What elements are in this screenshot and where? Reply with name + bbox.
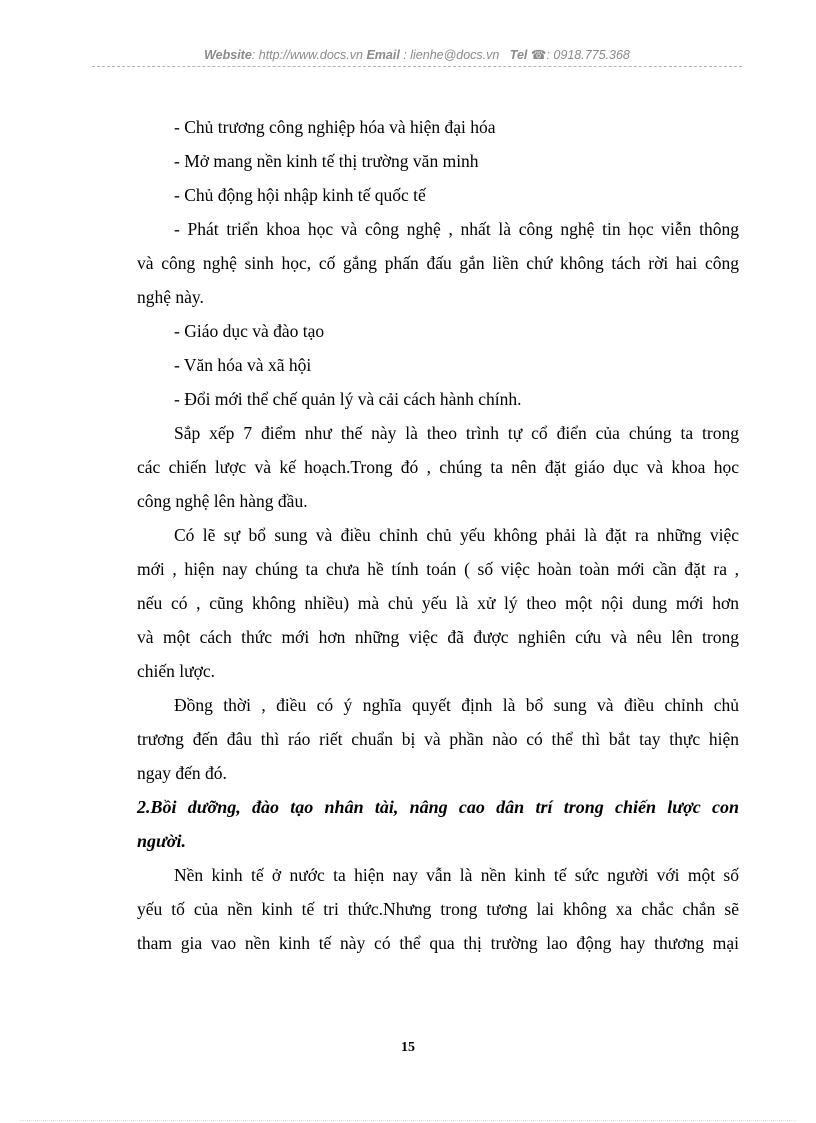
bullet-science-line: - Phát triển khoa học và công nghệ , nhất là công nghệ tin học viễn thông bbox=[174, 219, 739, 239]
paragraph-line: trương đến đâu thì ráo riết chuẩn bị và phần nào có thể thì bắt tay thực hiện bbox=[137, 729, 739, 749]
paragraph-line: Nền kinh tế ở nước ta hiện nay vẫn là nền kinh tế sức người với một số bbox=[174, 865, 739, 885]
bullet-science-line: nghệ này. bbox=[137, 287, 204, 307]
bullet-item: - Giáo dục và đào tạo bbox=[174, 321, 325, 341]
paragraph-line: tham gia vao nền kinh tế này có thể qua thị trường lao động hay thương mại bbox=[137, 933, 739, 953]
paragraph-line: các chiến lược và kế hoạch.Trong đó , chúng ta nên đặt giáo dục và khoa học bbox=[137, 457, 739, 477]
section-heading: 2.Bồi dưỡng, đào tạo nhân tài, nâng cao dân trí trong chiến lược con bbox=[137, 797, 739, 817]
bullet-science-line: và công nghệ sinh học, cố gắng phấn đấu gắn liền chứ không tách rời hai công bbox=[137, 253, 739, 273]
paragraph-line: yếu tố của nền kinh tế tri thức.Nhưng trong tương lai không xa chắc chắn sẽ bbox=[137, 899, 739, 919]
email-label: Email bbox=[366, 48, 400, 62]
paragraph-line: nếu có , cũng không nhiều) mà chủ yếu là xử lý theo một nội dung mới hơn bbox=[137, 593, 739, 613]
paragraph-line: Có lẽ sự bổ sung và điều chỉnh chủ yếu không phải là đặt ra những việc bbox=[174, 525, 739, 545]
bullet-item: - Mở mang nền kinh tế thị trường văn minh bbox=[174, 151, 479, 171]
bullet-item: - Chủ trương công nghiệp hóa và hiện đại hóa bbox=[174, 117, 496, 137]
document-body bbox=[137, 110, 739, 960]
footer-divider bbox=[20, 1120, 796, 1121]
paragraph-line: chiến lược. bbox=[137, 661, 216, 681]
paragraph-line: công nghệ lên hàng đầu. bbox=[137, 491, 308, 511]
website-label: Website bbox=[204, 48, 252, 62]
paragraph-line: và một cách thức mới hơn những việc đã được nghiên cứu và nêu lên trong bbox=[137, 627, 739, 647]
paragraph-line: Sắp xếp 7 điểm như thế này là theo trình tự cổ điển của chúng ta trong bbox=[174, 423, 739, 443]
tel-label: Tel bbox=[509, 48, 528, 62]
paragraph-line: mới , hiện nay chúng ta chưa hề tính toán ( số việc hoàn toàn mới cần đặt ra , bbox=[137, 559, 739, 579]
page-number: 15 bbox=[401, 1040, 415, 1055]
paragraph-line: Đồng thời , điều có ý nghĩa quyết định là bổ sung và điều chỉnh chủ bbox=[174, 695, 739, 715]
section-heading: người. bbox=[137, 831, 186, 851]
phone-icon: ☎ bbox=[530, 48, 547, 62]
page-header bbox=[92, 47, 742, 62]
header-divider bbox=[92, 66, 742, 67]
bullet-item: - Đổi mới thể chế quản lý và cải cách hành chính. bbox=[174, 389, 522, 409]
bullet-item: - Chủ động hội nhập kinh tế quốc tế bbox=[174, 185, 426, 205]
tel-value: : 0918.775.368 bbox=[546, 48, 630, 62]
email-value: : lienhe@docs.vn bbox=[399, 48, 500, 62]
bullet-item: - Văn hóa và xã hội bbox=[174, 355, 312, 375]
paragraph-line: ngay đến đó. bbox=[137, 763, 227, 783]
website-value: : http://www.docs.vn bbox=[251, 48, 363, 62]
